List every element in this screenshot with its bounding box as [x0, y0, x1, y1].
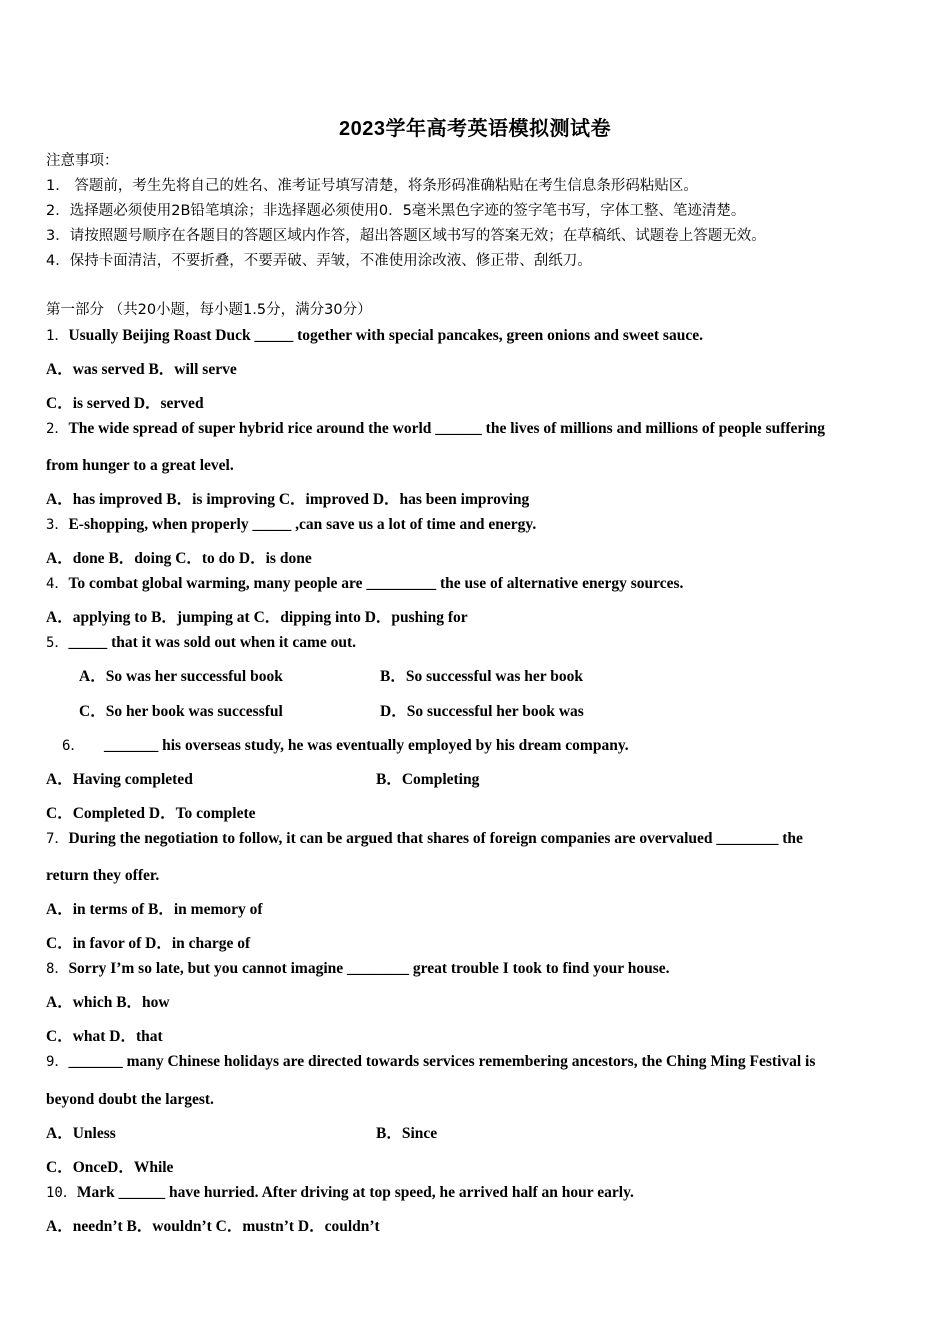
question-number: 8． [46, 961, 69, 977]
question-2-continued: from hunger to a great level. [46, 457, 234, 474]
question-2 [46, 419, 825, 439]
question-7 [46, 829, 803, 849]
question-number: 9． [46, 1054, 69, 1070]
question-1 [46, 326, 703, 346]
q8-options-ab: A．which B．how [46, 994, 170, 1011]
question-text: _______ his overseas study, he was eventually employed by his dream company. [104, 737, 629, 754]
question-number: 2． [46, 421, 69, 437]
question-6 [62, 736, 629, 756]
question-number: 7． [46, 831, 69, 847]
question-number: 1． [46, 328, 69, 344]
q8-options-cd: C．what D．that [46, 1028, 163, 1045]
question-text: E-shopping, when properly _____ ,can save us a lot of time and energy. [68, 516, 537, 533]
q1-options-ab: A．was served B．will serve [46, 361, 237, 378]
q5-option-c: C．So her book was successful [79, 703, 283, 720]
notice-item-1: 1． 答题前，考生先将自己的姓名、准考证号填写清楚，将条形码准确粘贴在考生信息条形码粘贴区。 [46, 178, 698, 194]
question-10 [46, 1183, 634, 1203]
q1-options-cd: C．is served D．served [46, 395, 204, 412]
question-text: Mark ______ have hurried. After driving at top speed, he arrived half an hour early. [76, 1184, 634, 1201]
question-text: Usually Beijing Roast Duck _____ together with special pancakes, green onions and sweet sauce. [68, 327, 703, 344]
question-7-continued: return they offer. [46, 867, 160, 884]
q9-option-a: A．Unless [46, 1125, 116, 1142]
q6-option-b: B．Completing [376, 771, 480, 788]
question-text: Sorry I’m so late, but you cannot imagine ________ great trouble I took to find your house. [68, 960, 670, 977]
q7-options-cd: C．in favor of D．in charge of [46, 935, 251, 952]
q2-options: A．has improved B．is improving C．improved D．has been improving [46, 491, 530, 508]
question-text: The wide spread of super hybrid rice around the world ______ the lives of millions and millions of people suffering [68, 420, 825, 437]
q9-option-b: B．Since [376, 1125, 438, 1142]
question-text: During the negotiation to follow, it can be argued that shares of foreign companies are overvalued ________ the [68, 830, 803, 847]
question-8 [46, 959, 670, 979]
q3-options: A．done B．doing C．to do D．is done [46, 550, 312, 567]
notice-item-3: 3．请按照题号顺序在各题目的答题区域内作答，超出答题区域书写的答案无效；在草稿纸、试题卷上答题无效。 [46, 228, 766, 244]
question-5 [46, 633, 356, 653]
question-3 [46, 515, 536, 535]
q10-options: A．needn’t B．wouldn’t C．mustn’t D．couldn’t [46, 1218, 380, 1235]
section-heading: 第一部分 （共20小题，每小题1.5分，满分30分） [46, 302, 372, 318]
notice-item-2: 2．选择题必须使用2B铅笔填涂；非选择题必须使用0．5毫米黑色字迹的签字笔书写，字体工整、笔迹清楚。 [46, 203, 746, 219]
question-9-continued: beyond doubt the largest. [46, 1091, 214, 1108]
question-number: 5． [46, 635, 69, 651]
q4-options: A．applying to B．jumping at C．dipping into D．pushing for [46, 609, 468, 626]
q6-option-a: A．Having completed [46, 771, 193, 788]
question-number: 4． [46, 576, 69, 592]
q9-options-cd: C．OnceD．While [46, 1159, 174, 1176]
page-title: 2023学年高考英语模拟测试卷 [339, 118, 611, 140]
question-text: _____ that it was sold out when it came out. [68, 634, 357, 651]
question-text: _______ many Chinese holidays are directed towards services remembering ancestors, the Ching Ming Festival is [68, 1053, 816, 1070]
q5-option-d: D．So successful her book was [380, 703, 584, 720]
q5-option-a: A．So was her successful book [79, 668, 283, 685]
question-text: To combat global warming, many people are _________ the use of alternative energy sources. [68, 575, 684, 592]
question-number: 3． [46, 517, 69, 533]
notice-item-4: 4．保持卡面清洁，不要折叠，不要弄破、弄皱，不准使用涂改液、修正带、刮纸刀。 [46, 253, 592, 269]
q6-options-cd: C．Completed D．To complete [46, 805, 256, 822]
q5-option-b: B．So successful was her book [380, 668, 583, 685]
notice-heading: 注意事项： [46, 153, 119, 169]
question-4 [46, 574, 683, 594]
question-number: 10． [46, 1185, 77, 1201]
q7-options-ab: A．in terms of B．in memory of [46, 901, 263, 918]
question-9 [46, 1052, 815, 1072]
question-number: 6． [62, 738, 85, 754]
